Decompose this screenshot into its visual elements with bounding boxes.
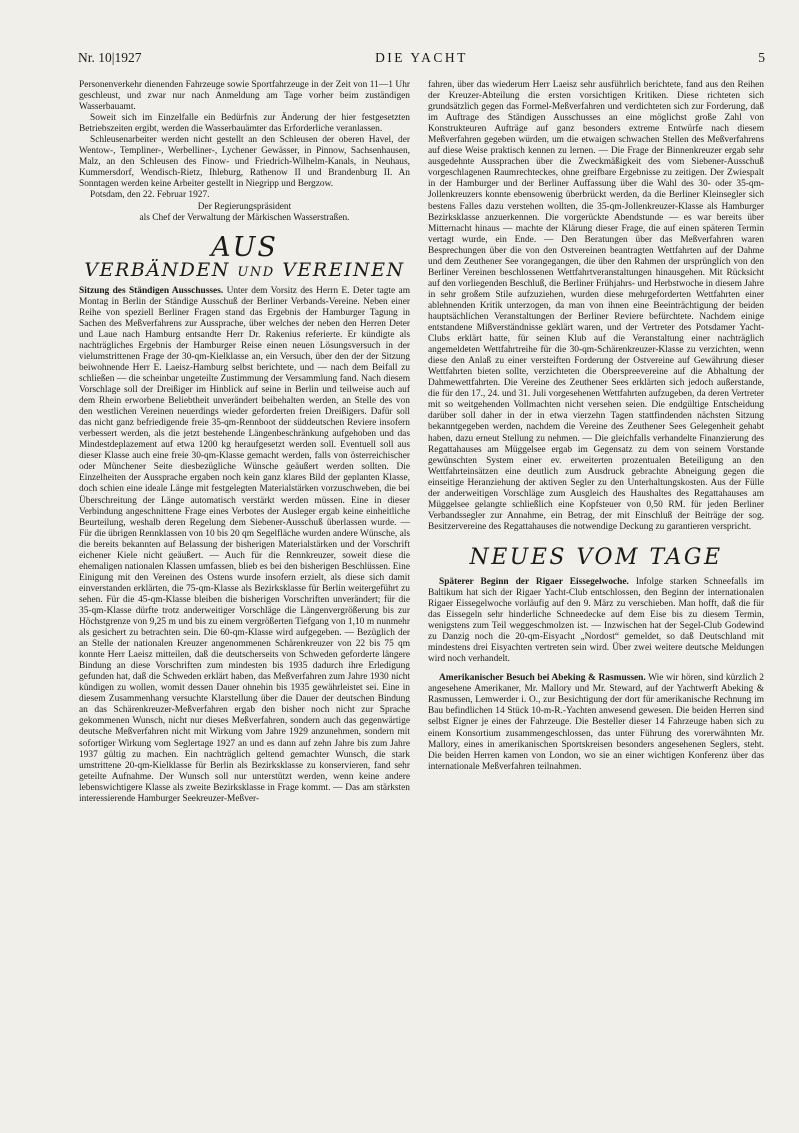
intro-paragraph-2: Soweit sich im Einzelfalle ein Bedürfnis zur Änderung der hier festgesetzten Betriebszeiten ergibt, werden die Wasserbauämter das Erforderliche veranlassen.	[79, 113, 410, 135]
article-sitzung	[79, 286, 410, 805]
section-heading-line-1: AUS	[211, 231, 278, 263]
article-sitzung-continuation: fahren, über das wiederum Herr Laeisz sehr ausführlich berichtete, fand aus den Reihen der Kreuzer-Abteilung die ersten vorsichtigen Kritiken. Diese richteten sich grundsätzlich gegen das Formel-Meßverfahren und verdichteten sich zur Forderung, daß im Auftrage des Ständigen Ausschusses an eine möglichst große Zahl von Konstrukteuren Aufträge auf ganz besonders extreme Entwürfe nach diesem Meßverfahren gegeben würden, um die etwaigen schwachen Stellen des Meßverfahrens auf diese Weise praktisch kennen zu lernen. — Die Frage der Binnenkreuzer ergab sehr ausgedehnte Aussprachen über die Zweckmäßigkeit des vom Siebener-Ausschuß vorgeschlagenen Raumrechteckes, ohne greifbare Ergebnisse zu zeitigen. Der Zwiespalt in der Hamburger und der Berliner Auffassung über die Wahl des 30- oder 35-qm-Jollenkreuzers konnte ebensowenig überbrückt werden, da die Berliner Kleinsegler sich bestens Falles dazu verstehen wollten, die 35-qm-Jollenkreuzer-Klasse als Hamburger Bezirksklasse anzuerkennen. Die vorgerückte Abendstunde — es war bereits über Mitternacht hinaus — machte der Klärung dieser Frage, die auf einen späteren Termin vertagt wurde, ein Ende. — Den Beratungen über das Meßverfahren waren Besprechungen über die von den Ostvereinen beantragten Wettfahrten auf der Dahme und dem Zeuthener See vorangegangen, die über den Rahmen der ursprünglich von den Berliner Vereinen beschlossenen Wettfahrtveranstaltungen hinausgehen. Mit Rücksicht auf den vorliegenden Beschluß, die Berliner Frühjahrs- und Herbstwoche in diesem Jahre in sehr großem Stile aufzuziehen, wurden diese mehrgeforderten Wettfahrten einer ablehnenden Kritik unterzogen, da man von ihnen eine Beeinträchtigung der beiden hauptsächlichen Veranstaltungen der Berliner Reviere befürchtete. Nachdem einige entstandene Mißverständnisse geklärt waren, und der Vertreter des Potsdamer Yacht-Clubs erklärt hatte, für seinen Klub auf die Veranstaltung einer nachträglich angemeldeten Wettfahrtreihe für die 30-qm-Schärenkreuzer-Klasse zu verzichten, wenn diese den Anlaß zu einer versteiften Forderung der Ostvereine auf Gewährung dieser Wettfahrten bieten sollte, verzichteten die Oberspreevereine auf die Abhaltung der Dahmewettfahrten. Die Vereine des Zeuthener Sees erklärten sich jedoch außerstande, die für den 17., 24. und 31. Juli vorgesehenen Wettfahrten aufzugeben, da deren Vertreter mit so weitgehenden Vollmachten nicht versehen seien. Die endgültige Entscheidung darüber soll daher in der in etwa vierzehn Tagen stattfindenden nächsten Sitzung bekanntgegeben werden, nachdem die Vereine des Zeuthener Sees Gelegenheit gehabt haben, dazu erneut Stellung zu nehmen. — Die gleichfalls verhandelte Finanzierung des Regattahauses am Müggelsee ergab im Gegensatz zu dem von seinem Vorstande gewünschten System einer ev. erweiterten prozentualen Beteiligung an den Wettfahrteinsätzen eine deutlich zum Ausdruck gebrachte Abneigung gegen die einseitige Heranziehung der aktiven Segler zu den Unterhaltungskosten. Aus der Fülle der anderweitigen Vorschläge zum Ausgleich des Haushaltes des Regattahauses am Müggelsee gelangte schließlich eine Kopfsteuer von 0,50 RM. für jeden Berliner Verbandssegler zur Annahme, ein Betrag, der mit Einschluß der Beiträge der sog. Besitzervereine des Regattahauses die notwendige Deckung zu garantieren verspricht.	[428, 80, 764, 532]
right-column	[428, 80, 764, 773]
signature-line-2: als Chef der Verwaltung der Märkischen Wasserstraßen.	[139, 212, 350, 223]
section-heading-line-2	[79, 258, 410, 281]
date-line: Potsdam, den 22. Februar 1927.	[90, 190, 210, 201]
article-abeking-headline: Amerikanischer Besuch bei Abeking & Rasmussen.	[439, 673, 646, 684]
article-eissegelwoche	[428, 577, 764, 665]
article-eissegelwoche-headline: Späterer Beginn der Rigaer Eissegelwoche.	[439, 576, 629, 587]
section-heading-word-vereinen: VEREINEN	[282, 258, 405, 281]
article-sitzung-headline: Sitzung des Ständigen Ausschusses.	[79, 285, 224, 296]
article-abeking-rasmussen	[428, 673, 764, 772]
signature-line-1: Der Regierungspräsident	[197, 201, 292, 212]
left-column	[79, 80, 410, 805]
article-abeking-body: Wie wir hören, sind kürzlich 2 angesehene Amerikaner, Mr. Mallory und Mr. Steward, auf der Yachtwerft Abeking & Rasmussen, Lemwerder i. O., zur Besichtigung der dort für amerikanische Rechnung im Bau befindlichen 14 Stück 10-m-R.-Yachten anwesend gewesen. Die beiden Herren sind selbst Eigner je eines der Fahrzeuge. Die Besteller dieser 14 Fahrzeuge haben sich zu einem Konsortium zusammengeschlossen, das unter Führung des vorerwähnten Mr. Mallory, eines in amerikanischen Sportskreisen besonders angesehenen Seglers, steht. Die beiden Herren kamen von London, wo sie an einer wichtigen Konferenz über das internationale Meßverfahren teilnahmen.	[428, 673, 764, 772]
page-number: 5	[758, 50, 765, 65]
page-header	[78, 50, 765, 68]
section-heading-word-und: UND	[237, 264, 275, 280]
issue-number: Nr. 10|1927	[78, 50, 142, 65]
publication-title: DIE YACHT	[375, 50, 468, 65]
section-heading-neues-vom-tage: NEUES VOM TAGE	[469, 544, 723, 570]
section-heading-verbaende	[79, 231, 410, 281]
intro-paragraph-1: Personenverkehr dienenden Fahrzeuge sowie Sportfahrzeuge in der Zeit von 11—1 Uhr geschleust, und zwar nur nach Anmeldung am Tage vorher beim zuständigen Wasserbauamt.	[79, 80, 410, 113]
article-sitzung-body: Unter dem Vorsitz des Herrn E. Deter tagte am Montag in Berlin der Ständige Ausschuß der Berliner Verbands-Vereine. Neben einer Reihe von speziell Berliner Fragen stand das Ergebnis der Hamburger Tagung in Sachen des Meßverfahrens zur Aussprache, über welches der neben den Herren Deter und Laue nach Hamburg entsandte Herr Dr. Rakenius referierte. Er kündigte als nachträgliches Ergebnis der Hamburger Reise einen neuen Lösungsversuch in der vielumstrittenen Frage der 30-qm-Kielklasse an, ein Versuch, über den der der Sitzung beiwohnende Herr E. Laeisz-Hamburg selbst berichtete, und — nach dem Beifall zu schließen — die scheinbar ungeteilte Zustimmung der Versammlung fand. Nach diesem Vorschlage soll der Dreißiger im Hinblick auf seine in Berlin und teilweise auch auf dem Rhein erworbene Beliebtheit unverändert beibehalten werden, an Stelle des von den westlichen Vereinen neuerdings wieder geforderten freien Dreißigers. Dafür soll das nicht ganz befriedigende freie 35-qm-Rennboot der süddeutschen Reviere insofern verbessert werden, als die jetzt bestehende Längenbeschränkung aufgehoben und das Mindestdeplazement auf etwa 1200 kg heraufgesetzt werden soll. Eventuell soll aus dieser Klasse auch eine freie 30-qm-Klasse gemacht werden, falls von österreichischer oder Münchener Seite diesbezügliche Wünsche geäußert werden sollten. Die Einzelheiten der Aussprache ergaben noch kein ganz klares Bild der geplanten Klasse, doch schien eine ideale Länge mit festgelegten Materialstärken vorzuschweben, die bei Überschreitung der Länge automatisch verstärkt werden müssen. Eine in dieser Verbindung angeschnittene Frage eines Verbotes der Ausleger ergab keine einheitliche Beurteilung, weshalb deren Regelung dem Siebener-Ausschuß überlassen wurde. — Für die übrigen Rennklassen von 10 bis 20 qm Segelfläche wurden andere Wünsche, als die bereits bekannten auf Belassung der bisherigen Materialstärken und der Vorschrift eichener Kiele nicht geäußert. — Auch für die Rennkreuzer, soweit diese die ehemaligen nationalen Klassen umfassen, blieb es bei den bisherigen Beschlüssen. Eine Einigung mit den Vereinen des Ostens wurde insofern erzielt, als diese sich damit einverstanden erklärten, die 75-qm-Klasse als Bezirksklasse für Berlin weitergeführt zu sehen. Für die 45-qm-Klasse bleiben die bisherigen Vorschriften unverändert; für die 35-qm-Klasse dürfte trotz anderweitiger Vorschläge die Längenvergrößerung bis zur Höchstgrenze von 9,25 m und bis zu einem vergrößerten Tiefgang von 1,10 m nunmehr als gesichert zu betrachten sein. Die 60-qm-Klasse wird aufgegeben. — Bezüglich der an Stelle der nationalen Kreuzer angenommenen Schärenkreuzer von 22 bis 75 qm konnte Herr Laeisz mitteilen, daß die deutscherseits von Schweden geforderte längere Bindung an diese Vorschriften zum mindesten bis 1935 dadurch ihre Erledigung gefunden hat, daß die Schweden erklärt haben, das Meßverfahren zum Jahre 1930 nicht kündigen zu wollen, womit dessen Dauer ohnehin bis 1935 gewährleistet sei. Eine in diesem Zusammenhang versuchte Klarstellung über die Dauer der deutschen Bindung an das Schärenkreuzer-Meßverfahren ergab den bisher noch nicht zur Sprache gekommenen Wunsch, nicht nur dieses Meßverfahren, sondern auch das gegenwärtige deutsche Meßverfahren nicht mit Wirkung vom Jahre 1929 anzunehmen, sondern mit sofortiger Wirkung vom Seglertage 1927 an und es dann auf zehn Jahre bis zum Jahre 1937 gültig zu machen. Ein nachträglich geltend gemachter Wunsch, die stark umstrittene 20-qm-Kielklasse für Berlin als Bezirksklasse zu konservieren, fand sehr geteilte Aufnahme. Der Wunsch soll nur unterstützt werden, wenn keine andere lebenswichtigere Klasse als zweite Bezirksklasse in Frage kommt. — Das am stärksten interessierende Hamburger Seekreuzer-Meßver-	[79, 285, 410, 804]
article-eissegelwoche-body: Infolge starken Schneefalls im Baltikum hat sich der Rigaer Yacht-Club entschlossen, den Beginn der internationalen Rigaer Eissegelwoche vorläufig auf den 9. März zu verschieben. Man hofft, daß die für das Eissegeln sehr hinderliche Schneedecke auf dem Eise bis zu diesem Termin, wenigstens zum Teil weggeschmolzen ist. — Inzwischen hat der Segel-Club Godewind zu Danzig noch die 20-qm-Eisyacht „Nordost“ gemeldet, so daß Deutschland mit mindestens drei Eisyachten vertreten sein wird. Über zwei weitere deutsche Meldungen wird noch verhandelt.	[428, 576, 764, 665]
intro-paragraph-3: Schleusenarbeiter werden nicht gestellt an den Schleusen der oberen Havel, der Wentow-, Templiner-, Werbelliner-, Lychener Gewässer, in Pinnow, Sachsenhausen, Malz, an den Schleusen des Finow- und Friedrich-Wilhelm-Kanals, in Neuhaus, Kummersdorf, Wendisch-Rietz, Ihleburg, Rathenow II und Brandenburg II. An Sonntagen werden keine Arbeiter gestellt in Niegripp und Bergzow.	[79, 135, 410, 190]
article-spacer	[428, 665, 764, 673]
section-heading-word-verbaenden: VERBÄNDEN	[84, 258, 230, 281]
